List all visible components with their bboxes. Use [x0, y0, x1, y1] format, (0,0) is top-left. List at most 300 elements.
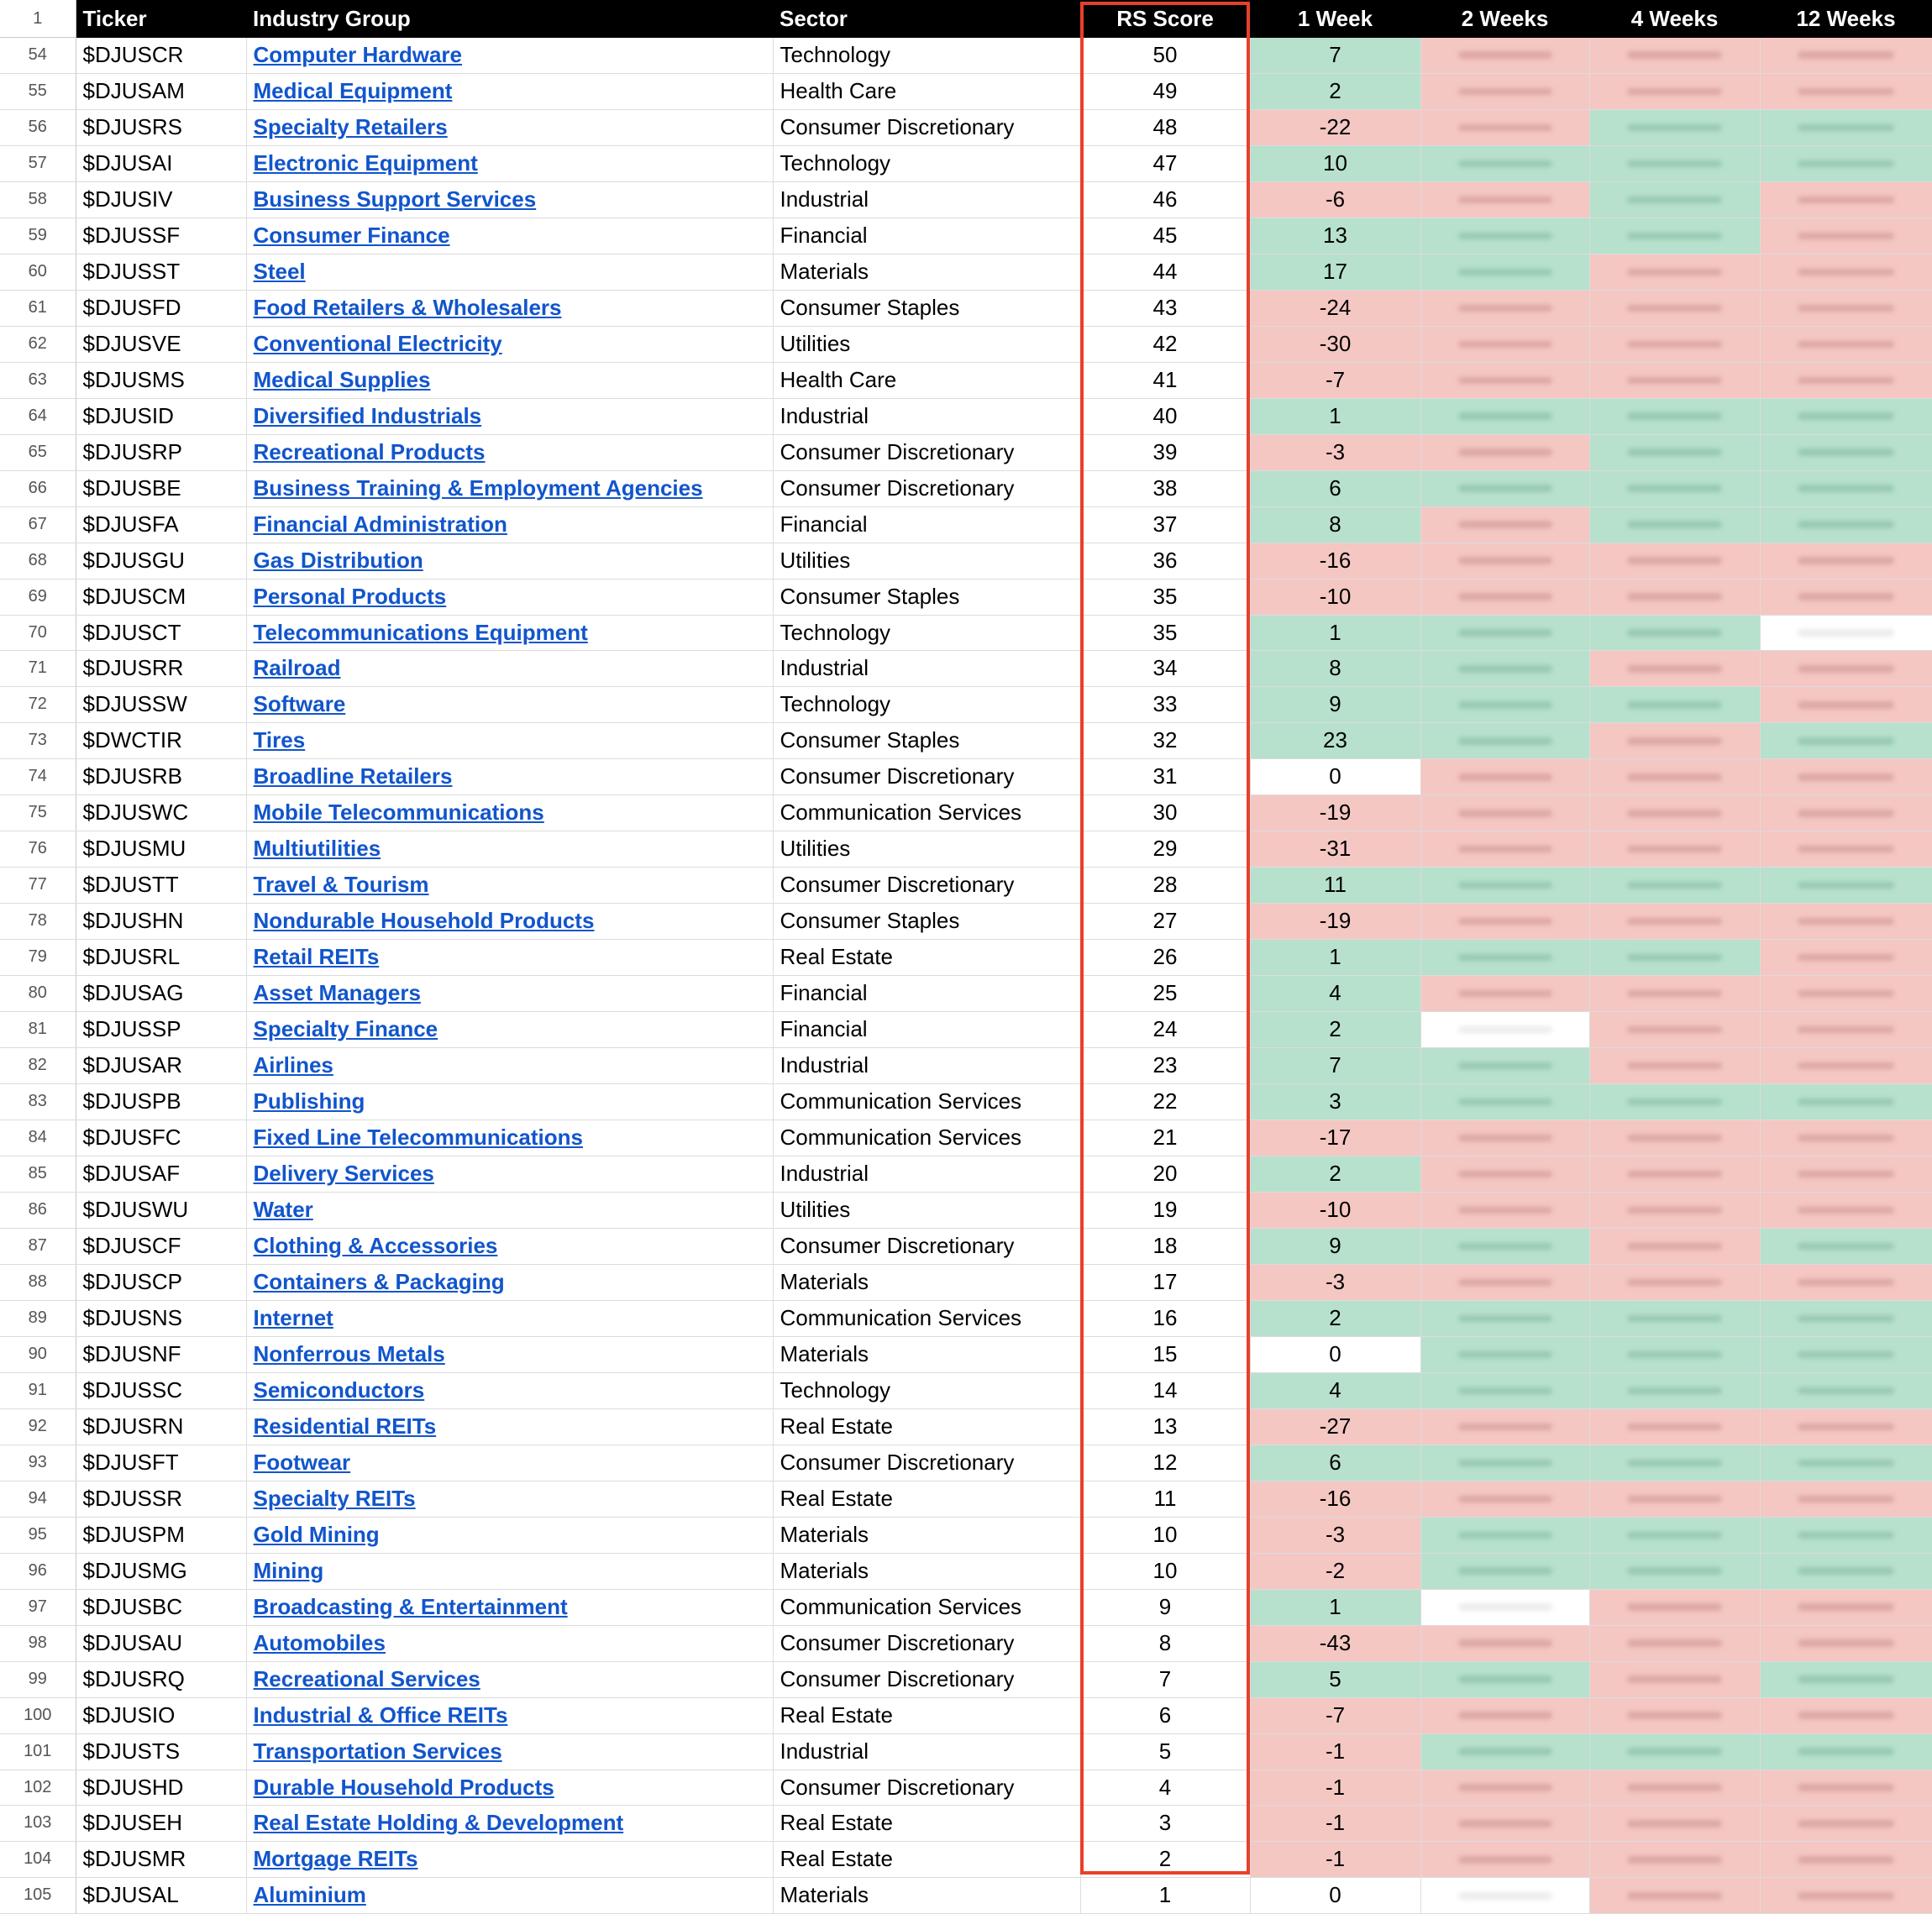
industry-group-cell[interactable]	[246, 1120, 773, 1156]
rs-score-cell[interactable]: 36	[1080, 543, 1250, 579]
row-number[interactable]: 64	[0, 398, 76, 434]
ticker-cell[interactable]: $DJUSCT	[76, 615, 246, 651]
two-weeks-change-cell[interactable]	[1420, 1048, 1589, 1084]
table-row[interactable]	[0, 1120, 1932, 1156]
industry-group-cell[interactable]	[246, 181, 773, 218]
row-number[interactable]: 94	[0, 1481, 76, 1517]
row-number[interactable]: 91	[0, 1372, 76, 1408]
column-header-rs-score[interactable]: RS Score	[1080, 0, 1250, 38]
sector-cell[interactable]: Consumer Discretionary	[773, 1228, 1080, 1264]
industry-group-link[interactable]: Mining	[253, 1557, 324, 1583]
one-week-change-cell[interactable]: 0	[1250, 1336, 1420, 1372]
sector-cell[interactable]: Consumer Staples	[773, 723, 1080, 759]
one-week-change-cell[interactable]: -1	[1250, 1806, 1420, 1842]
industry-group-cell[interactable]	[246, 868, 773, 904]
four-weeks-change-cell[interactable]	[1589, 579, 1760, 615]
rs-score-cell[interactable]: 19	[1080, 1193, 1250, 1229]
industry-group-link[interactable]: Travel & Tourism	[253, 872, 429, 898]
four-weeks-change-cell[interactable]	[1589, 1553, 1760, 1589]
two-weeks-change-cell[interactable]	[1420, 1084, 1589, 1120]
four-weeks-change-cell[interactable]	[1589, 1228, 1760, 1264]
industry-group-cell[interactable]	[246, 831, 773, 868]
one-week-change-cell[interactable]: 2	[1250, 1300, 1420, 1336]
industry-group-cell[interactable]	[246, 1156, 773, 1193]
rs-score-cell[interactable]: 10	[1080, 1553, 1250, 1589]
industry-group-link[interactable]: Industrial & Office REITs	[253, 1702, 508, 1728]
industry-group-link[interactable]: Aluminium	[253, 1882, 366, 1908]
row-number[interactable]: 63	[0, 362, 76, 398]
twelve-weeks-change-cell[interactable]	[1760, 1589, 1932, 1625]
row-number[interactable]: 77	[0, 868, 76, 904]
industry-group-link[interactable]: Water	[253, 1197, 313, 1222]
four-weeks-change-cell[interactable]	[1589, 290, 1760, 326]
industry-group-cell[interactable]	[246, 434, 773, 470]
twelve-weeks-change-cell[interactable]	[1760, 759, 1932, 795]
one-week-change-cell[interactable]: 8	[1250, 651, 1420, 687]
column-header-4-weeks[interactable]: 4 Weeks	[1589, 0, 1760, 38]
row-number[interactable]: 92	[0, 1408, 76, 1445]
table-row[interactable]	[0, 1300, 1932, 1336]
four-weeks-change-cell[interactable]	[1589, 1770, 1760, 1806]
table-row[interactable]	[0, 181, 1932, 218]
ticker-cell[interactable]: $DJUSRR	[76, 651, 246, 687]
industry-group-cell[interactable]	[246, 1733, 773, 1770]
industry-group-link[interactable]: Asset Managers	[253, 980, 421, 1006]
twelve-weeks-change-cell[interactable]	[1760, 1156, 1932, 1193]
column-header-industry-group[interactable]: Industry Group	[246, 0, 773, 38]
sector-cell[interactable]: Technology	[773, 38, 1080, 74]
four-weeks-change-cell[interactable]	[1589, 831, 1760, 868]
four-weeks-change-cell[interactable]	[1589, 398, 1760, 434]
rs-score-cell[interactable]: 48	[1080, 109, 1250, 145]
row-number[interactable]: 57	[0, 145, 76, 181]
row-number[interactable]: 89	[0, 1300, 76, 1336]
two-weeks-change-cell[interactable]	[1420, 1481, 1589, 1517]
industry-group-link[interactable]: Real Estate Holding & Development	[253, 1810, 624, 1836]
two-weeks-change-cell[interactable]	[1420, 831, 1589, 868]
sector-cell[interactable]: Financial	[773, 218, 1080, 254]
two-weeks-change-cell[interactable]	[1420, 1228, 1589, 1264]
sector-cell[interactable]: Technology	[773, 145, 1080, 181]
four-weeks-change-cell[interactable]	[1589, 1806, 1760, 1842]
four-weeks-change-cell[interactable]	[1589, 1264, 1760, 1300]
table-row[interactable]	[0, 254, 1932, 290]
rs-score-cell[interactable]: 40	[1080, 398, 1250, 434]
one-week-change-cell[interactable]: 9	[1250, 687, 1420, 723]
industry-group-link[interactable]: Financial Administration	[253, 511, 507, 537]
row-number[interactable]: 62	[0, 326, 76, 362]
twelve-weeks-change-cell[interactable]	[1760, 362, 1932, 398]
rs-score-cell[interactable]: 35	[1080, 579, 1250, 615]
one-week-change-cell[interactable]: -1	[1250, 1842, 1420, 1878]
industry-group-link[interactable]: Internet	[253, 1304, 333, 1330]
ticker-cell[interactable]: $DJUSFA	[76, 506, 246, 543]
row-number[interactable]: 95	[0, 1517, 76, 1553]
industry-group-cell[interactable]	[246, 1084, 773, 1120]
two-weeks-change-cell[interactable]	[1420, 1770, 1589, 1806]
industry-group-cell[interactable]	[246, 543, 773, 579]
ticker-cell[interactable]: $DJUSNF	[76, 1336, 246, 1372]
sector-cell[interactable]: Materials	[773, 1553, 1080, 1589]
row-number[interactable]: 81	[0, 1012, 76, 1048]
table-row[interactable]	[0, 1084, 1932, 1120]
four-weeks-change-cell[interactable]	[1589, 940, 1760, 976]
sector-cell[interactable]: Industrial	[773, 1048, 1080, 1084]
twelve-weeks-change-cell[interactable]	[1760, 470, 1932, 506]
ticker-cell[interactable]: $DJUSAM	[76, 73, 246, 109]
twelve-weeks-change-cell[interactable]	[1760, 1084, 1932, 1120]
one-week-change-cell[interactable]: -3	[1250, 434, 1420, 470]
two-weeks-change-cell[interactable]	[1420, 615, 1589, 651]
rs-score-cell[interactable]: 21	[1080, 1120, 1250, 1156]
twelve-weeks-change-cell[interactable]	[1760, 1336, 1932, 1372]
two-weeks-change-cell[interactable]	[1420, 651, 1589, 687]
twelve-weeks-change-cell[interactable]	[1760, 940, 1932, 976]
industry-group-cell[interactable]	[246, 1878, 773, 1914]
one-week-change-cell[interactable]: 2	[1250, 73, 1420, 109]
ticker-cell[interactable]: $DJUSPM	[76, 1517, 246, 1553]
one-week-change-cell[interactable]: -19	[1250, 904, 1420, 940]
table-row[interactable]	[0, 1264, 1932, 1300]
one-week-change-cell[interactable]: 0	[1250, 759, 1420, 795]
industry-group-cell[interactable]	[246, 362, 773, 398]
industry-group-link[interactable]: Railroad	[253, 655, 341, 681]
ticker-cell[interactable]: $DJUSTT	[76, 868, 246, 904]
row-number[interactable]: 66	[0, 470, 76, 506]
ticker-cell[interactable]: $DJUSST	[76, 254, 246, 290]
ticker-cell[interactable]: $DJUSAL	[76, 1878, 246, 1914]
row-number[interactable]: 100	[0, 1697, 76, 1733]
four-weeks-change-cell[interactable]	[1589, 868, 1760, 904]
twelve-weeks-change-cell[interactable]	[1760, 1300, 1932, 1336]
row-number[interactable]: 90	[0, 1336, 76, 1372]
industry-group-link[interactable]: Steel	[253, 258, 306, 284]
table-row[interactable]	[0, 1156, 1932, 1193]
ticker-cell[interactable]: $DJUSWC	[76, 795, 246, 831]
industry-group-link[interactable]: Gold Mining	[253, 1521, 380, 1547]
table-row[interactable]	[0, 1445, 1932, 1481]
industry-group-link[interactable]: Residential REITs	[253, 1413, 437, 1439]
four-weeks-change-cell[interactable]	[1589, 434, 1760, 470]
rs-score-cell[interactable]: 17	[1080, 1264, 1250, 1300]
four-weeks-change-cell[interactable]	[1589, 651, 1760, 687]
industry-group-link[interactable]: Telecommunications Equipment	[253, 619, 588, 645]
sector-cell[interactable]: Industrial	[773, 181, 1080, 218]
row-number[interactable]: 102	[0, 1770, 76, 1806]
ticker-cell[interactable]: $DJUSAU	[76, 1625, 246, 1661]
four-weeks-change-cell[interactable]	[1589, 1517, 1760, 1553]
four-weeks-change-cell[interactable]	[1589, 1661, 1760, 1697]
four-weeks-change-cell[interactable]	[1589, 470, 1760, 506]
twelve-weeks-change-cell[interactable]	[1760, 38, 1932, 74]
industry-group-cell[interactable]	[246, 1264, 773, 1300]
one-week-change-cell[interactable]: 7	[1250, 1048, 1420, 1084]
two-weeks-change-cell[interactable]	[1420, 181, 1589, 218]
ticker-cell[interactable]: $DJUSCM	[76, 579, 246, 615]
twelve-weeks-change-cell[interactable]	[1760, 73, 1932, 109]
industry-group-cell[interactable]	[246, 904, 773, 940]
table-row[interactable]	[0, 1517, 1932, 1553]
industry-group-cell[interactable]	[246, 73, 773, 109]
one-week-change-cell[interactable]: 9	[1250, 1228, 1420, 1264]
industry-group-link[interactable]: Mortgage REITs	[253, 1846, 418, 1872]
rs-score-cell[interactable]: 5	[1080, 1733, 1250, 1770]
ticker-cell[interactable]: $DJUSMR	[76, 1842, 246, 1878]
two-weeks-change-cell[interactable]	[1420, 1697, 1589, 1733]
twelve-weeks-change-cell[interactable]	[1760, 1770, 1932, 1806]
industry-group-cell[interactable]	[246, 218, 773, 254]
table-row[interactable]	[0, 1048, 1932, 1084]
sector-cell[interactable]: Industrial	[773, 1156, 1080, 1193]
row-number[interactable]: 61	[0, 290, 76, 326]
ticker-cell[interactable]: $DJUSFC	[76, 1120, 246, 1156]
industry-group-link[interactable]: Broadcasting & Entertainment	[253, 1593, 568, 1619]
row-number[interactable]: 69	[0, 579, 76, 615]
one-week-change-cell[interactable]: -43	[1250, 1625, 1420, 1661]
industry-group-cell[interactable]	[246, 470, 773, 506]
table-row[interactable]	[0, 1661, 1932, 1697]
table-row[interactable]	[0, 1625, 1932, 1661]
industry-group-cell[interactable]	[246, 1553, 773, 1589]
row-number[interactable]: 79	[0, 940, 76, 976]
four-weeks-change-cell[interactable]	[1589, 1372, 1760, 1408]
table-row[interactable]	[0, 1842, 1932, 1878]
two-weeks-change-cell[interactable]	[1420, 868, 1589, 904]
one-week-change-cell[interactable]: -7	[1250, 1697, 1420, 1733]
industry-group-cell[interactable]	[246, 1625, 773, 1661]
row-number[interactable]: 56	[0, 109, 76, 145]
one-week-change-cell[interactable]: 1	[1250, 940, 1420, 976]
two-weeks-change-cell[interactable]	[1420, 1842, 1589, 1878]
ticker-cell[interactable]: $DJUSAR	[76, 1048, 246, 1084]
twelve-weeks-change-cell[interactable]	[1760, 1733, 1932, 1770]
table-row[interactable]	[0, 218, 1932, 254]
two-weeks-change-cell[interactable]	[1420, 904, 1589, 940]
industry-group-cell[interactable]	[246, 1661, 773, 1697]
four-weeks-change-cell[interactable]	[1589, 326, 1760, 362]
four-weeks-change-cell[interactable]	[1589, 1878, 1760, 1914]
one-week-change-cell[interactable]: 2	[1250, 1012, 1420, 1048]
four-weeks-change-cell[interactable]	[1589, 362, 1760, 398]
industry-group-cell[interactable]	[246, 1408, 773, 1445]
one-week-change-cell[interactable]: 4	[1250, 976, 1420, 1012]
two-weeks-change-cell[interactable]	[1420, 290, 1589, 326]
industry-group-link[interactable]: Semiconductors	[253, 1377, 425, 1403]
one-week-change-cell[interactable]: 1	[1250, 615, 1420, 651]
two-weeks-change-cell[interactable]	[1420, 1156, 1589, 1193]
one-week-change-cell[interactable]: -2	[1250, 1553, 1420, 1589]
sector-cell[interactable]: Consumer Discretionary	[773, 1770, 1080, 1806]
twelve-weeks-change-cell[interactable]	[1760, 1193, 1932, 1229]
ticker-cell[interactable]: $DJUSMU	[76, 831, 246, 868]
table-row[interactable]	[0, 73, 1932, 109]
industry-group-link[interactable]: Recreational Products	[253, 438, 486, 464]
table-row[interactable]	[0, 795, 1932, 831]
twelve-weeks-change-cell[interactable]	[1760, 723, 1932, 759]
industry-group-cell[interactable]	[246, 254, 773, 290]
table-row[interactable]	[0, 904, 1932, 940]
table-row[interactable]	[0, 362, 1932, 398]
two-weeks-change-cell[interactable]	[1420, 976, 1589, 1012]
ticker-cell[interactable]: $DJUSBC	[76, 1589, 246, 1625]
ticker-cell[interactable]: $DJUSCP	[76, 1264, 246, 1300]
ticker-cell[interactable]: $DJUSMG	[76, 1553, 246, 1589]
ticker-cell[interactable]: $DJUSRL	[76, 940, 246, 976]
four-weeks-change-cell[interactable]	[1589, 1156, 1760, 1193]
one-week-change-cell[interactable]: -22	[1250, 109, 1420, 145]
table-row[interactable]	[0, 145, 1932, 181]
sector-cell[interactable]: Consumer Discretionary	[773, 434, 1080, 470]
row-number[interactable]: 71	[0, 651, 76, 687]
industry-group-cell[interactable]	[246, 759, 773, 795]
two-weeks-change-cell[interactable]	[1420, 38, 1589, 74]
industry-group-link[interactable]: Broadline Retailers	[253, 763, 453, 789]
industry-group-cell[interactable]	[246, 109, 773, 145]
industry-group-cell[interactable]	[246, 1372, 773, 1408]
industry-group-link[interactable]: Transportation Services	[253, 1738, 502, 1764]
twelve-weeks-change-cell[interactable]	[1760, 868, 1932, 904]
industry-group-link[interactable]: Containers & Packaging	[253, 1268, 505, 1294]
industry-group-cell[interactable]	[246, 579, 773, 615]
rs-score-cell[interactable]: 6	[1080, 1697, 1250, 1733]
row-number[interactable]: 99	[0, 1661, 76, 1697]
two-weeks-change-cell[interactable]	[1420, 1517, 1589, 1553]
row-number[interactable]: 76	[0, 831, 76, 868]
twelve-weeks-change-cell[interactable]	[1760, 181, 1932, 218]
one-week-change-cell[interactable]: 3	[1250, 1084, 1420, 1120]
one-week-change-cell[interactable]: 7	[1250, 38, 1420, 74]
twelve-weeks-change-cell[interactable]	[1760, 290, 1932, 326]
row-number[interactable]: 86	[0, 1193, 76, 1229]
rs-score-cell[interactable]: 3	[1080, 1806, 1250, 1842]
table-row[interactable]	[0, 1193, 1932, 1229]
one-week-change-cell[interactable]: 5	[1250, 1661, 1420, 1697]
two-weeks-change-cell[interactable]	[1420, 1408, 1589, 1445]
twelve-weeks-change-cell[interactable]	[1760, 1806, 1932, 1842]
twelve-weeks-change-cell[interactable]	[1760, 543, 1932, 579]
sector-cell[interactable]: Consumer Discretionary	[773, 109, 1080, 145]
industry-group-cell[interactable]	[246, 1589, 773, 1625]
two-weeks-change-cell[interactable]	[1420, 1012, 1589, 1048]
table-row[interactable]	[0, 326, 1932, 362]
one-week-change-cell[interactable]: -16	[1250, 1481, 1420, 1517]
industry-group-link[interactable]: Consumer Finance	[253, 222, 450, 248]
ticker-cell[interactable]: $DWCTIR	[76, 723, 246, 759]
two-weeks-change-cell[interactable]	[1420, 1806, 1589, 1842]
ticker-cell[interactable]: $DJUSRQ	[76, 1661, 246, 1697]
four-weeks-change-cell[interactable]	[1589, 218, 1760, 254]
industry-group-link[interactable]: Electronic Equipment	[253, 149, 478, 176]
ticker-cell[interactable]: $DJUSAG	[76, 976, 246, 1012]
ticker-cell[interactable]: $DJUSFD	[76, 290, 246, 326]
ticker-cell[interactable]: $DJUSIO	[76, 1697, 246, 1733]
row-number[interactable]: 82	[0, 1048, 76, 1084]
rs-score-cell[interactable]: 37	[1080, 506, 1250, 543]
two-weeks-change-cell[interactable]	[1420, 1553, 1589, 1589]
rs-score-cell[interactable]: 35	[1080, 615, 1250, 651]
four-weeks-change-cell[interactable]	[1589, 1625, 1760, 1661]
four-weeks-change-cell[interactable]	[1589, 1084, 1760, 1120]
row-number[interactable]: 74	[0, 759, 76, 795]
ticker-cell[interactable]: $DJUSBE	[76, 470, 246, 506]
four-weeks-change-cell[interactable]	[1589, 1193, 1760, 1229]
table-row[interactable]	[0, 1372, 1932, 1408]
two-weeks-change-cell[interactable]	[1420, 254, 1589, 290]
industry-group-cell[interactable]	[246, 687, 773, 723]
one-week-change-cell[interactable]: -27	[1250, 1408, 1420, 1445]
two-weeks-change-cell[interactable]	[1420, 1878, 1589, 1914]
rs-score-cell[interactable]: 47	[1080, 145, 1250, 181]
sector-cell[interactable]: Materials	[773, 1517, 1080, 1553]
row-number[interactable]: 54	[0, 38, 76, 74]
rs-score-cell[interactable]: 34	[1080, 651, 1250, 687]
two-weeks-change-cell[interactable]	[1420, 543, 1589, 579]
ticker-cell[interactable]: $DJUSGU	[76, 543, 246, 579]
one-week-change-cell[interactable]: -3	[1250, 1517, 1420, 1553]
twelve-weeks-change-cell[interactable]	[1760, 398, 1932, 434]
sector-cell[interactable]: Health Care	[773, 362, 1080, 398]
ticker-cell[interactable]: $DJUSPB	[76, 1084, 246, 1120]
industry-group-cell[interactable]	[246, 38, 773, 74]
twelve-weeks-change-cell[interactable]	[1760, 1553, 1932, 1589]
industry-group-cell[interactable]	[246, 615, 773, 651]
table-row[interactable]	[0, 1481, 1932, 1517]
twelve-weeks-change-cell[interactable]	[1760, 687, 1932, 723]
table-row[interactable]	[0, 1012, 1932, 1048]
industry-group-cell[interactable]	[246, 1336, 773, 1372]
rs-score-cell[interactable]: 2	[1080, 1842, 1250, 1878]
one-week-change-cell[interactable]: 23	[1250, 723, 1420, 759]
four-weeks-change-cell[interactable]	[1589, 181, 1760, 218]
row-number[interactable]: 78	[0, 904, 76, 940]
table-row[interactable]	[0, 868, 1932, 904]
sector-cell[interactable]: Consumer Discretionary	[773, 868, 1080, 904]
industry-group-link[interactable]: Nondurable Household Products	[253, 908, 595, 934]
two-weeks-change-cell[interactable]	[1420, 579, 1589, 615]
ticker-cell[interactable]: $DJUSSP	[76, 1012, 246, 1048]
twelve-weeks-change-cell[interactable]	[1760, 1697, 1932, 1733]
industry-group-cell[interactable]	[246, 326, 773, 362]
table-row[interactable]	[0, 38, 1932, 74]
row-number[interactable]: 80	[0, 976, 76, 1012]
rs-score-cell[interactable]: 44	[1080, 254, 1250, 290]
rs-score-cell[interactable]: 28	[1080, 868, 1250, 904]
four-weeks-change-cell[interactable]	[1589, 1408, 1760, 1445]
rs-score-cell[interactable]: 50	[1080, 38, 1250, 74]
rs-score-cell[interactable]: 15	[1080, 1336, 1250, 1372]
sector-cell[interactable]: Utilities	[773, 1193, 1080, 1229]
sector-cell[interactable]: Consumer Staples	[773, 290, 1080, 326]
table-row[interactable]	[0, 543, 1932, 579]
twelve-weeks-change-cell[interactable]	[1760, 218, 1932, 254]
industry-group-cell[interactable]	[246, 723, 773, 759]
twelve-weeks-change-cell[interactable]	[1760, 434, 1932, 470]
rs-score-cell[interactable]: 20	[1080, 1156, 1250, 1193]
table-row[interactable]	[0, 651, 1932, 687]
rs-score-cell[interactable]: 9	[1080, 1589, 1250, 1625]
two-weeks-change-cell[interactable]	[1420, 759, 1589, 795]
row-number[interactable]: 87	[0, 1228, 76, 1264]
ticker-cell[interactable]: $DJUSTS	[76, 1733, 246, 1770]
twelve-weeks-change-cell[interactable]	[1760, 1517, 1932, 1553]
four-weeks-change-cell[interactable]	[1589, 904, 1760, 940]
table-row[interactable]	[0, 1589, 1932, 1625]
ticker-cell[interactable]: $DJUSSR	[76, 1481, 246, 1517]
four-weeks-change-cell[interactable]	[1589, 38, 1760, 74]
sector-cell[interactable]: Industrial	[773, 398, 1080, 434]
industry-group-cell[interactable]	[246, 651, 773, 687]
four-weeks-change-cell[interactable]	[1589, 506, 1760, 543]
